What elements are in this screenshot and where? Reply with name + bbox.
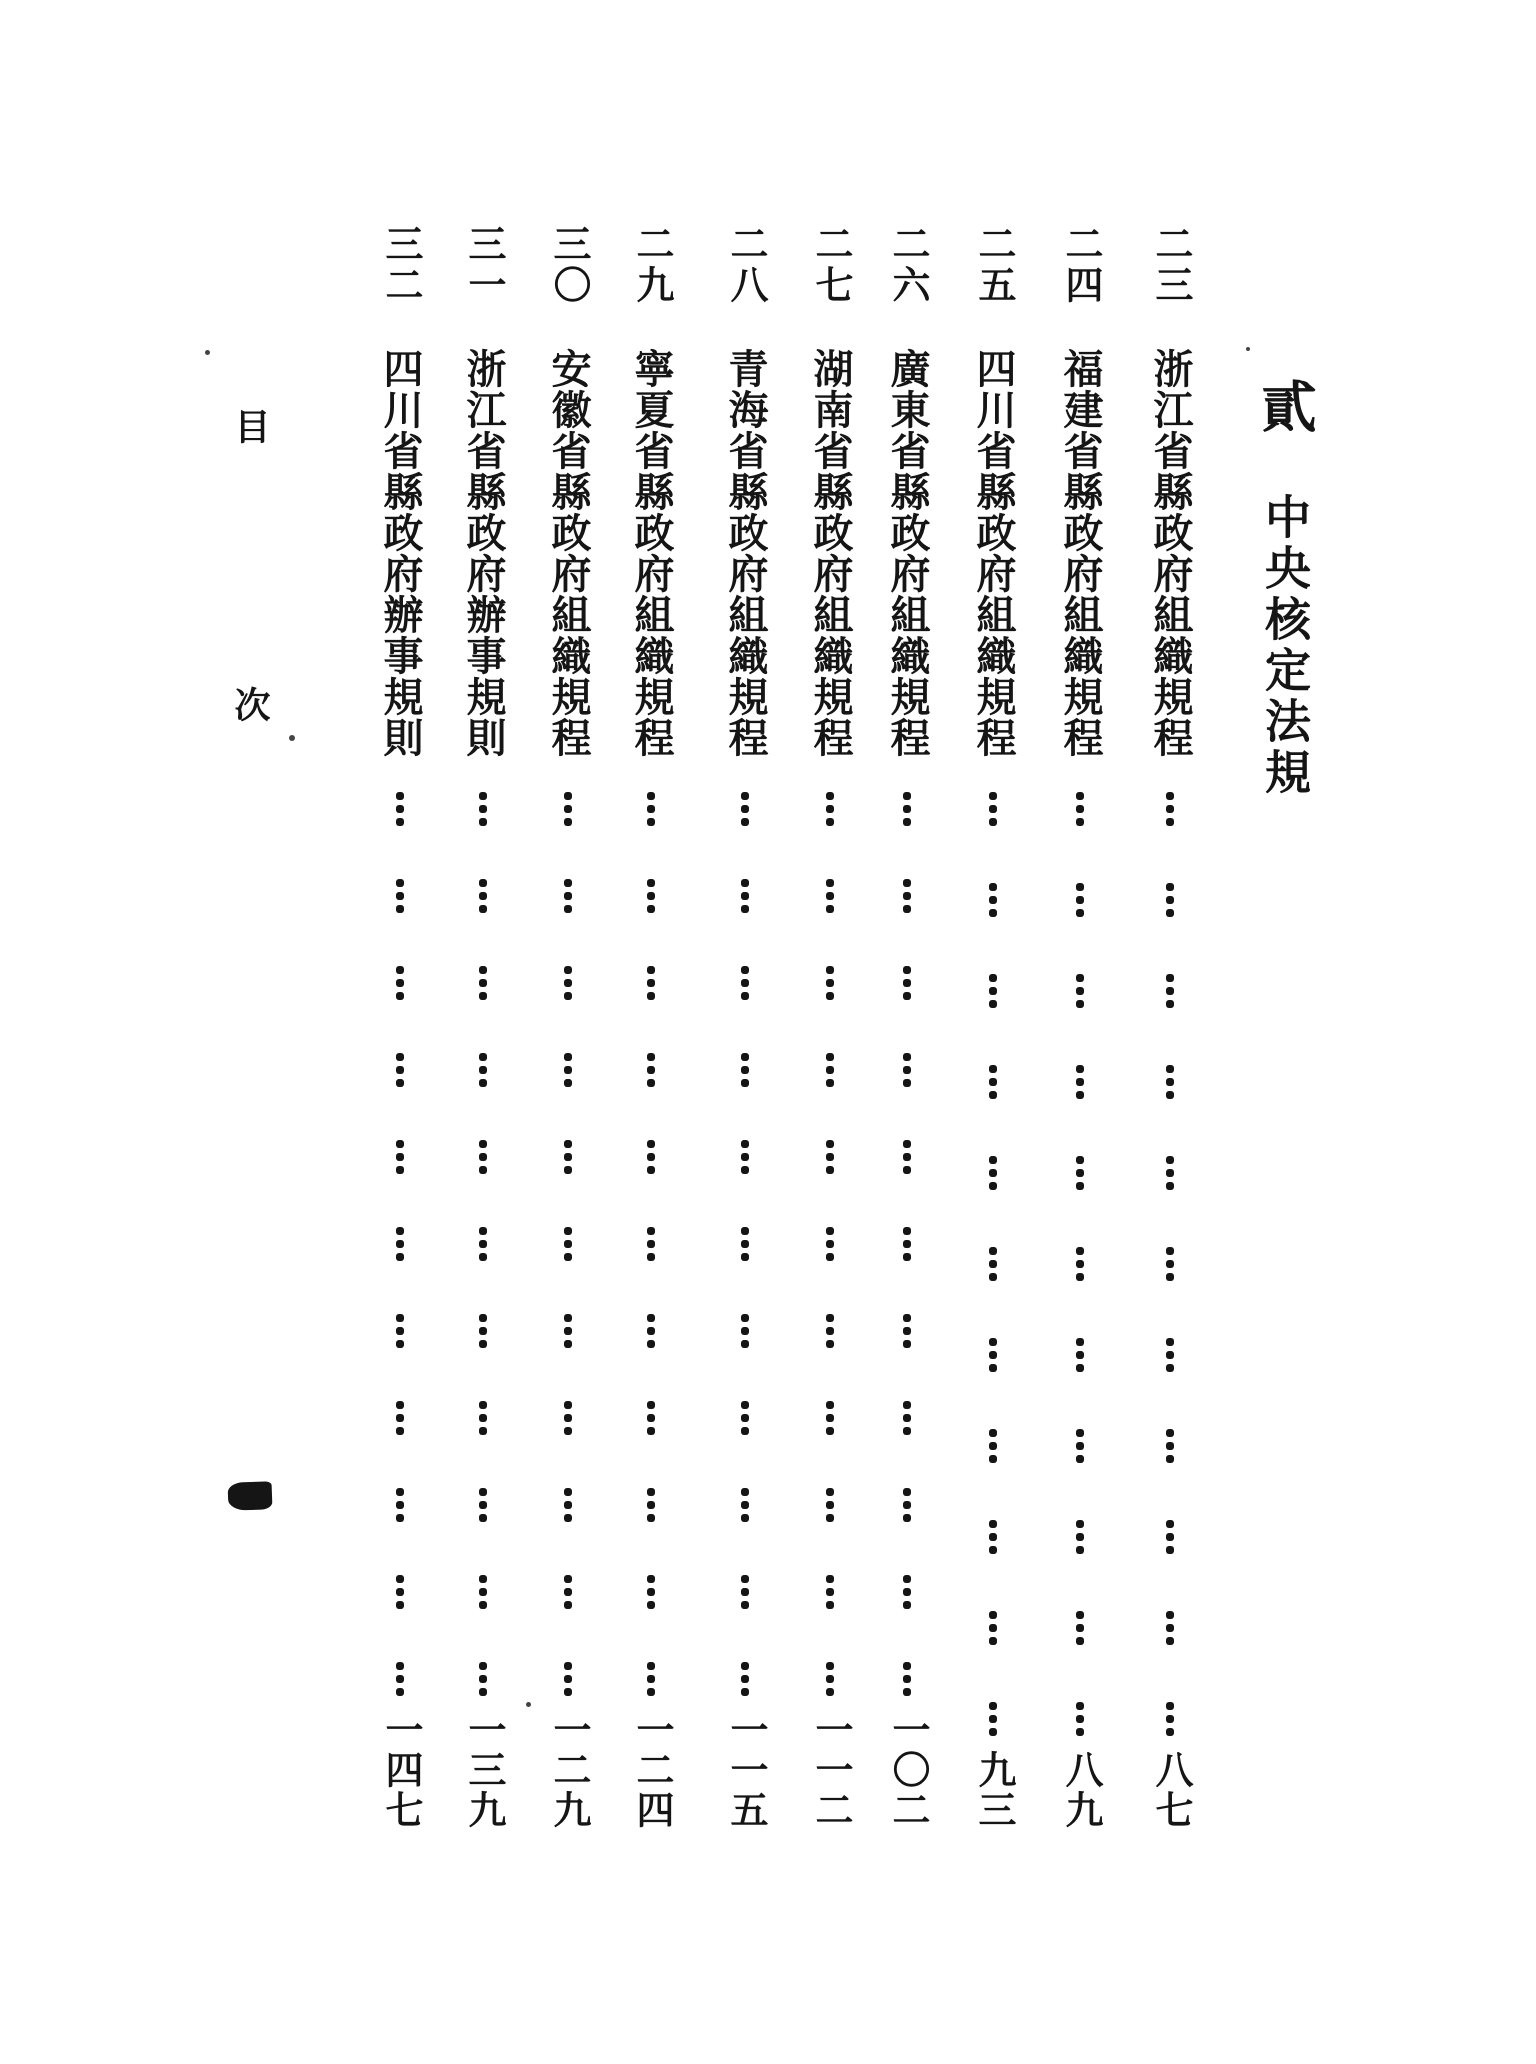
toc-entry <box>1140 224 1200 1830</box>
entry-page-number: 一四七 <box>379 1710 421 1830</box>
dot-group <box>564 1575 572 1609</box>
scan-speck <box>526 1702 531 1707</box>
dot-group <box>564 1401 572 1435</box>
dot-group <box>396 1662 404 1696</box>
dot-group <box>826 1488 834 1522</box>
dot-group <box>1076 1065 1084 1099</box>
entry-number: 二七 <box>809 224 851 306</box>
entry-title: 廣東省縣政府組織規程 <box>885 348 930 758</box>
dot-group <box>741 1401 749 1435</box>
dot-group <box>989 1702 997 1736</box>
entry-page-number: 九三 <box>972 1750 1014 1830</box>
dot-group <box>1166 1429 1174 1463</box>
entry-number: 三二 <box>379 224 421 306</box>
dot-group <box>396 792 404 826</box>
dot-group <box>396 1053 404 1087</box>
toc-entry <box>963 224 1023 1830</box>
running-title-char-top: 目 <box>230 408 270 444</box>
dot-leader <box>987 792 999 1736</box>
toc-entry <box>538 224 598 1830</box>
dot-group <box>396 1401 404 1435</box>
dot-group <box>1076 1338 1084 1372</box>
dot-group <box>989 1247 997 1281</box>
dot-group <box>903 1575 911 1609</box>
dot-group <box>479 1662 487 1696</box>
dot-group <box>479 1488 487 1522</box>
dot-group <box>564 966 572 1000</box>
dot-group <box>826 1575 834 1609</box>
dot-group <box>564 1140 572 1174</box>
dot-group <box>741 1140 749 1174</box>
dot-group <box>1076 974 1084 1008</box>
dot-group <box>1076 1247 1084 1281</box>
dot-group <box>396 1575 404 1609</box>
dot-group <box>647 1575 655 1609</box>
dot-group <box>479 1140 487 1174</box>
dot-group <box>479 792 487 826</box>
dot-group <box>647 1662 655 1696</box>
dot-group <box>396 966 404 1000</box>
dot-group <box>647 1488 655 1522</box>
toc-entry <box>715 224 775 1830</box>
running-title <box>222 408 278 722</box>
entry-title: 湖南省縣政府組織規程 <box>808 348 853 758</box>
dot-group <box>1076 883 1084 917</box>
dot-group <box>479 1227 487 1261</box>
dot-group <box>479 879 487 913</box>
dot-group <box>564 1053 572 1087</box>
ink-stain <box>228 1481 273 1511</box>
dot-group <box>647 1314 655 1348</box>
dot-group <box>989 1065 997 1099</box>
entry-number: 二五 <box>972 224 1014 306</box>
dot-group <box>1166 1520 1174 1554</box>
dot-group <box>479 1575 487 1609</box>
dot-group <box>1076 1611 1084 1645</box>
entry-page-number: 一三九 <box>462 1710 504 1830</box>
dot-group <box>826 1140 834 1174</box>
entry-title: 浙江省縣政府組織規程 <box>1148 348 1193 758</box>
scan-speck <box>205 350 210 355</box>
dot-group <box>826 1053 834 1087</box>
dot-group <box>396 1314 404 1348</box>
entry-page-number: 八七 <box>1149 1750 1191 1830</box>
dot-group <box>741 1053 749 1087</box>
dot-group <box>741 1314 749 1348</box>
dot-group <box>1076 1156 1084 1190</box>
entry-page-number: 一二九 <box>547 1710 589 1830</box>
entry-page-number: 一一二 <box>809 1710 851 1830</box>
dot-group <box>989 792 997 826</box>
scan-speck <box>1246 347 1250 351</box>
dot-group <box>903 879 911 913</box>
dot-group <box>741 1488 749 1522</box>
section-title: 中央核定法規 <box>1259 493 1310 799</box>
dot-leader <box>562 792 574 1696</box>
dot-group <box>989 1338 997 1372</box>
dot-group <box>741 879 749 913</box>
dot-group <box>479 1314 487 1348</box>
dot-group <box>479 1053 487 1087</box>
dot-group <box>564 792 572 826</box>
dot-group <box>1166 974 1174 1008</box>
entry-title: 福建省縣政府組織規程 <box>1058 348 1103 758</box>
dot-leader <box>477 792 489 1696</box>
dot-group <box>564 879 572 913</box>
entry-title: 青海省縣政府組織規程 <box>723 348 768 758</box>
toc-entry <box>877 224 937 1830</box>
entry-title: 四川省縣政府組織規程 <box>971 348 1016 758</box>
dot-group <box>647 792 655 826</box>
entry-number: 二八 <box>724 224 766 306</box>
entry-page-number: 一二四 <box>630 1710 672 1830</box>
dot-group <box>903 1488 911 1522</box>
dot-group <box>741 966 749 1000</box>
entry-number: 二四 <box>1059 224 1101 306</box>
dot-group <box>826 1401 834 1435</box>
toc-entry <box>621 224 681 1830</box>
dot-leader <box>394 792 406 1696</box>
dot-group <box>647 1401 655 1435</box>
dot-group <box>741 1662 749 1696</box>
entry-number: 三〇 <box>547 224 589 306</box>
entry-number: 二六 <box>886 224 928 306</box>
dot-group <box>1166 1338 1174 1372</box>
dot-group <box>903 1401 911 1435</box>
entry-number: 二三 <box>1149 224 1191 306</box>
entry-number: 二九 <box>630 224 672 306</box>
dot-leader <box>824 792 836 1696</box>
dot-group <box>564 1227 572 1261</box>
entry-page-number: 一一五 <box>724 1710 766 1830</box>
dot-group <box>741 792 749 826</box>
dot-group <box>647 1053 655 1087</box>
dot-group <box>826 1662 834 1696</box>
dot-group <box>564 1662 572 1696</box>
toc-entry <box>453 224 513 1830</box>
toc-entry <box>800 224 860 1830</box>
dot-group <box>396 1227 404 1261</box>
dot-group <box>903 966 911 1000</box>
running-title-char-bottom: 次 <box>230 686 270 722</box>
dot-group <box>903 1053 911 1087</box>
section-header <box>1252 378 1316 799</box>
dot-group <box>826 966 834 1000</box>
dot-group <box>1076 1520 1084 1554</box>
dot-group <box>1076 1429 1084 1463</box>
dot-group <box>647 966 655 1000</box>
dot-group <box>564 1314 572 1348</box>
dot-group <box>826 1314 834 1348</box>
dot-group <box>903 1662 911 1696</box>
dot-leader <box>645 792 657 1696</box>
dot-group <box>1166 1065 1174 1099</box>
scan-speck <box>289 735 295 741</box>
dot-group <box>826 1227 834 1261</box>
dot-group <box>826 792 834 826</box>
dot-leader <box>1074 792 1086 1736</box>
dot-leader <box>901 792 913 1696</box>
dot-group <box>741 1227 749 1261</box>
dot-group <box>903 1314 911 1348</box>
dot-group <box>564 1488 572 1522</box>
dot-group <box>1076 792 1084 826</box>
entry-number: 三一 <box>462 224 504 306</box>
dot-group <box>479 1401 487 1435</box>
dot-group <box>1166 1611 1174 1645</box>
entry-title: 四川省縣政府辦事規則 <box>378 348 423 758</box>
entry-title: 浙江省縣政府辦事規則 <box>461 348 506 758</box>
dot-group <box>1076 1702 1084 1736</box>
dot-leader <box>739 792 751 1696</box>
dot-group <box>989 974 997 1008</box>
dot-group <box>903 792 911 826</box>
entry-page-number: 一〇二 <box>886 1710 928 1830</box>
section-number: 貳 <box>1253 378 1315 433</box>
entry-title: 安徽省縣政府組織規程 <box>546 348 591 758</box>
dot-group <box>647 879 655 913</box>
toc-entry <box>370 224 430 1830</box>
dot-group <box>396 1140 404 1174</box>
dot-group <box>903 1140 911 1174</box>
dot-group <box>741 1575 749 1609</box>
dot-group <box>826 879 834 913</box>
dot-group <box>989 1429 997 1463</box>
dot-group <box>1166 1702 1174 1736</box>
dot-group <box>1166 1247 1174 1281</box>
dot-group <box>1166 883 1174 917</box>
dot-group <box>396 1488 404 1522</box>
dot-group <box>1166 1156 1174 1190</box>
dot-group <box>1166 792 1174 826</box>
dot-group <box>989 883 997 917</box>
dot-group <box>989 1520 997 1554</box>
dot-group <box>989 1611 997 1645</box>
entry-page-number: 八九 <box>1059 1750 1101 1830</box>
dot-group <box>479 966 487 1000</box>
toc-entry <box>1050 224 1110 1830</box>
dot-leader <box>1164 792 1176 1736</box>
entry-title: 寧夏省縣政府組織規程 <box>629 348 674 758</box>
dot-group <box>903 1227 911 1261</box>
dot-group <box>989 1156 997 1190</box>
dot-group <box>647 1227 655 1261</box>
dot-group <box>396 879 404 913</box>
dot-group <box>647 1140 655 1174</box>
